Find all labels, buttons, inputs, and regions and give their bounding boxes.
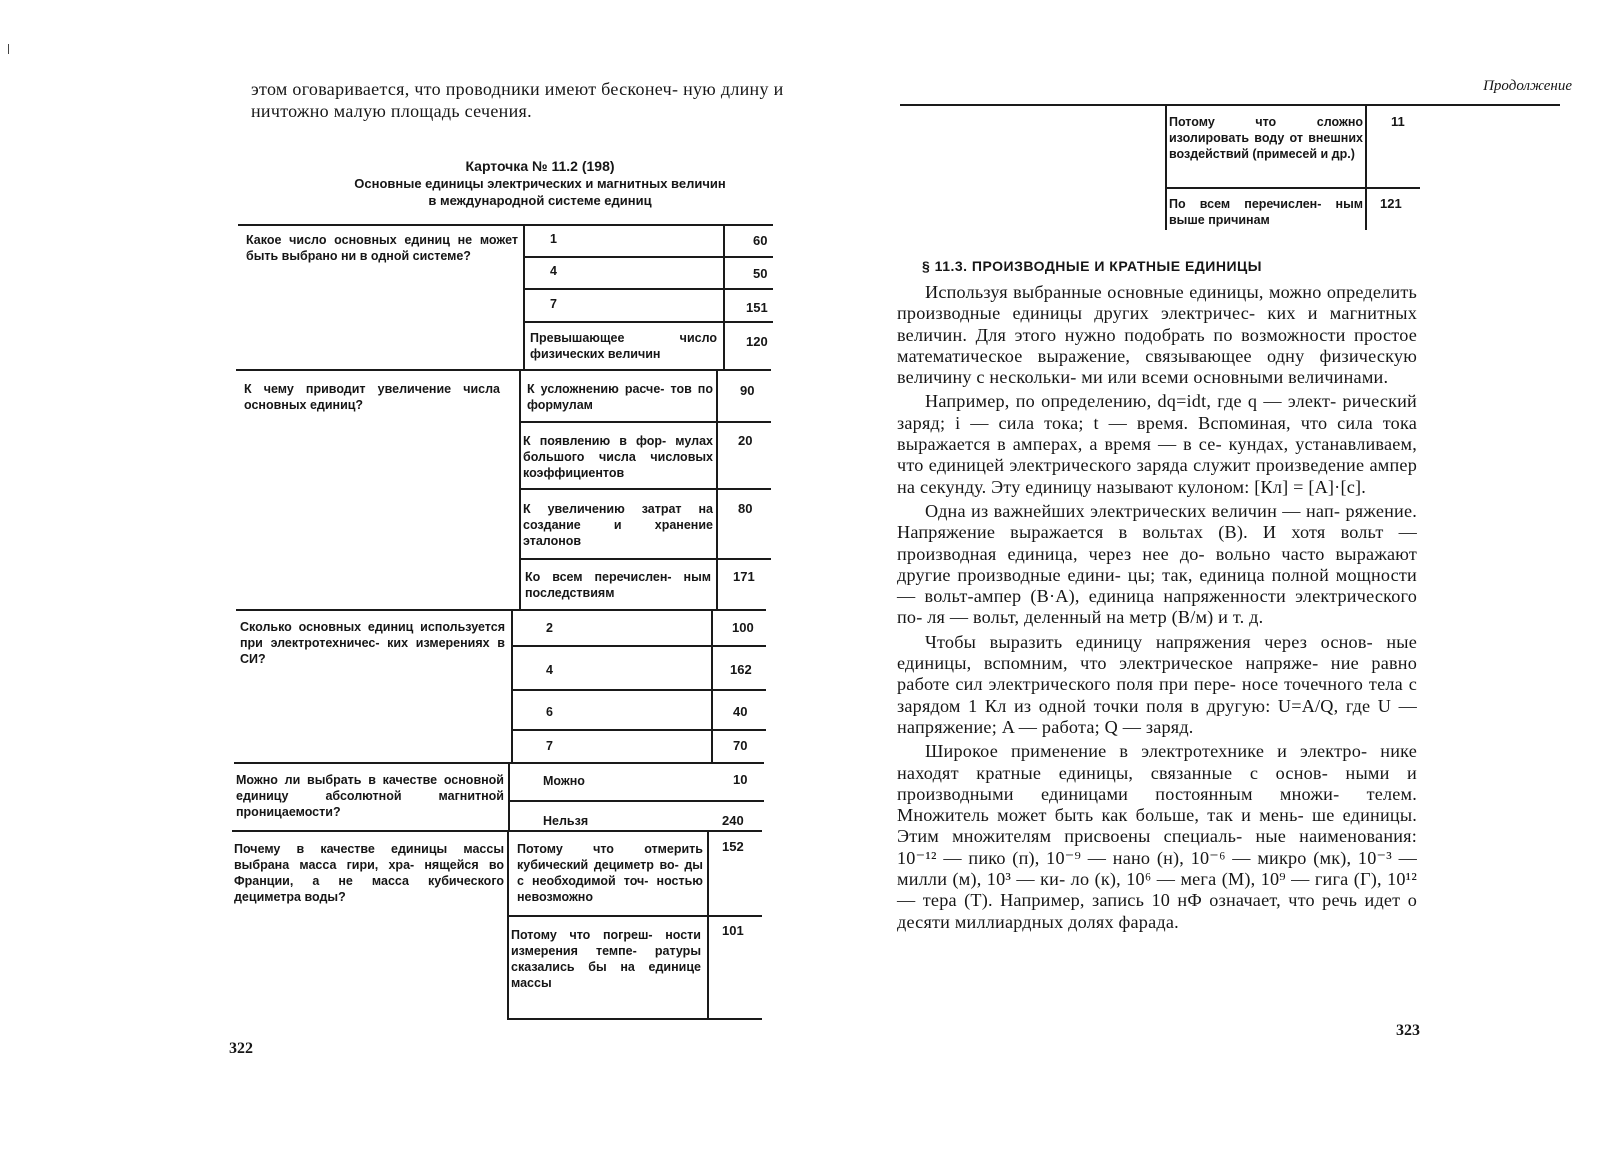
answer-1-3: 7 [550, 297, 557, 311]
continued-answer-num-2: 121 [1380, 196, 1402, 211]
paragraph-4: Чтобы выразить единицу напряжения через основ- ные единицы, вспомним, что электрическое напряже- ние равно работе сил электрического поля при пере- носе точечного тела с зарядом 1 Кл из одной точки поля в другую: U=A/Q, где U — напряжение; A — работа; Q — заряд. [897, 631, 1417, 737]
page-number-left: 322 [229, 1040, 253, 1057]
answer-num-3-2: 162 [730, 662, 752, 677]
answer-num-3-4: 70 [733, 738, 748, 753]
answer-3-2: 4 [546, 663, 553, 677]
answer-num-2-1: 90 [740, 383, 755, 398]
answer-num-1-3: 151 [746, 300, 768, 315]
continuation-text: этом оговаривается, что проводники имеют бесконеч- ную длину и ничтожно малую площадь сечения. [251, 79, 784, 121]
paragraph-3: Одна из важнейших электрических величин — нап- ряжение. Напряжение выражается в вольтах (В). И хотя вольт — производная единица, через нее до- вольно часто выражают другие производные едини- цы; так, единица полной мощности — вольт-ампер (В·А), единица напряженности электрического по- ля — вольт, деленный на метр (В/м) и т. д. [897, 500, 1417, 628]
card-header [270, 158, 810, 209]
scan-mark [8, 44, 9, 54]
question-4: Можно ли выбрать в качестве основной единицу абсолютной магнитной проницаемости? [236, 773, 504, 819]
answer-num-1-2: 50 [753, 266, 768, 281]
card-subtitle-line2: в международной системе единиц [428, 193, 652, 208]
question-1: Какое число основных единиц не может быть выбрано ни в одной системе? [246, 233, 518, 263]
card-title: Карточка № 11.2 (198) [465, 158, 615, 174]
answer-1-1: 1 [550, 232, 557, 246]
answer-2-1: К усложнению расче- тов по формулам [527, 382, 713, 412]
answer-1-2: 4 [550, 264, 557, 278]
answer-1-4: Превышающее число физических величин [530, 331, 717, 361]
left-page [0, 0, 800, 1156]
answer-num-5-2: 101 [722, 923, 744, 938]
question-3: Сколько основных единиц используется при электротехничес- ких измерениях в СИ? [240, 620, 505, 666]
question-2: К чему приводит увеличение числа основных единиц? [244, 382, 500, 412]
question-5: Почему в качестве единицы массы выбрана масса гири, хра- нящейся во Франции, а не масса кубического дециметра воды? [234, 842, 504, 904]
continued-answer-num-1: 11 [1391, 114, 1405, 129]
answer-2-4: Ко всем перечислен- ным последствиям [525, 570, 711, 600]
answer-2-3: К увеличению затрат на создание и хранение эталонов [523, 502, 713, 548]
answer-3-4: 7 [546, 739, 553, 753]
answer-2-2: К появлению в фор- мулах большого числа числовых коэффициентов [523, 434, 713, 480]
answer-3-1: 2 [546, 621, 553, 635]
answer-num-2-3: 80 [738, 501, 753, 516]
answer-num-4-2: 240 [722, 813, 744, 828]
paragraph-1: Используя выбранные основные единицы, можно определить производные единицы других электричес- ких и магнитных величин. Для этого нужно подобрать по возможности простое математическое выражение, связывающее одну физическую величину с нескольки- ми или всеми основными величинами. [897, 282, 1417, 388]
right-page [800, 0, 1604, 1156]
continued-answer-1: Потому что сложно изолировать воду от внешних воздействий (примесей и др.) [1169, 115, 1363, 161]
continued-answer-2: По всем перечислен- ным выше причинам [1169, 197, 1363, 227]
answer-4-2: Нельзя [543, 814, 589, 828]
answer-num-5-1: 152 [722, 839, 744, 854]
answer-3-3: 6 [546, 705, 553, 719]
page-number-right: 323 [1396, 1022, 1420, 1039]
answer-4-1: Можно [543, 774, 585, 788]
answer-num-3-1: 100 [732, 620, 754, 635]
table-top-rule [900, 104, 1560, 106]
card-subtitle-line1: Основные единицы электрических и магнитных величин [354, 176, 726, 191]
answer-num-1-1: 60 [753, 233, 768, 248]
answer-num-2-2: 20 [738, 433, 753, 448]
answer-5-2: Потому что погреш- ности измерения темпе- ратуры сказались бы на единице массы [511, 928, 701, 990]
answer-num-1-4: 120 [746, 334, 768, 349]
answer-num-4-1: 10 [733, 772, 748, 787]
section-title: § 11.3. ПРОИЗВОДНЫЕ И КРАТНЫЕ ЕДИНИЦЫ [922, 258, 1262, 274]
paragraph-2: Например, по определению, dq=idt, где q — элект- рический заряд; i — сила тока; t — время. Вспоминая, что сила тока выражается в амперах, а время — в се- кундах, устанавливаем, что единицей электрического заряда служит произведение ампер на секунду. Эту единицу называют кулоном: [Кл] = [А]·[с]. [897, 391, 1417, 497]
answer-num-3-3: 40 [733, 704, 748, 719]
answer-5-1: Потому что отмерить кубический дециметр во- ды с необходимой точ- ностью невозможно [517, 842, 703, 904]
body-text [897, 282, 1417, 933]
answer-num-2-4: 171 [733, 569, 755, 584]
continuation-label: Продолжение [1483, 78, 1572, 94]
paragraph-5: Широкое применение в электротехнике и электро- нике находят кратные единицы, связанные с основ- ными и производными единицами постоянным множи- телем. Множитель может быть как больше, так и мень- ше единицы. Этим множителям присвоены специаль- ные наименования: 10⁻¹² — пико (п), 10⁻⁹ — нано (н), 10⁻⁶ — микро (мк), 10⁻³ — милли (м), 10³ — ки- ло (к), 10⁶ — мега (М), 10⁹ — гига (Г), 10¹² — тера (Т). Например, запись 10 нФ означает, что речь идет о десяти миллиардных долях фарада. [897, 741, 1417, 932]
